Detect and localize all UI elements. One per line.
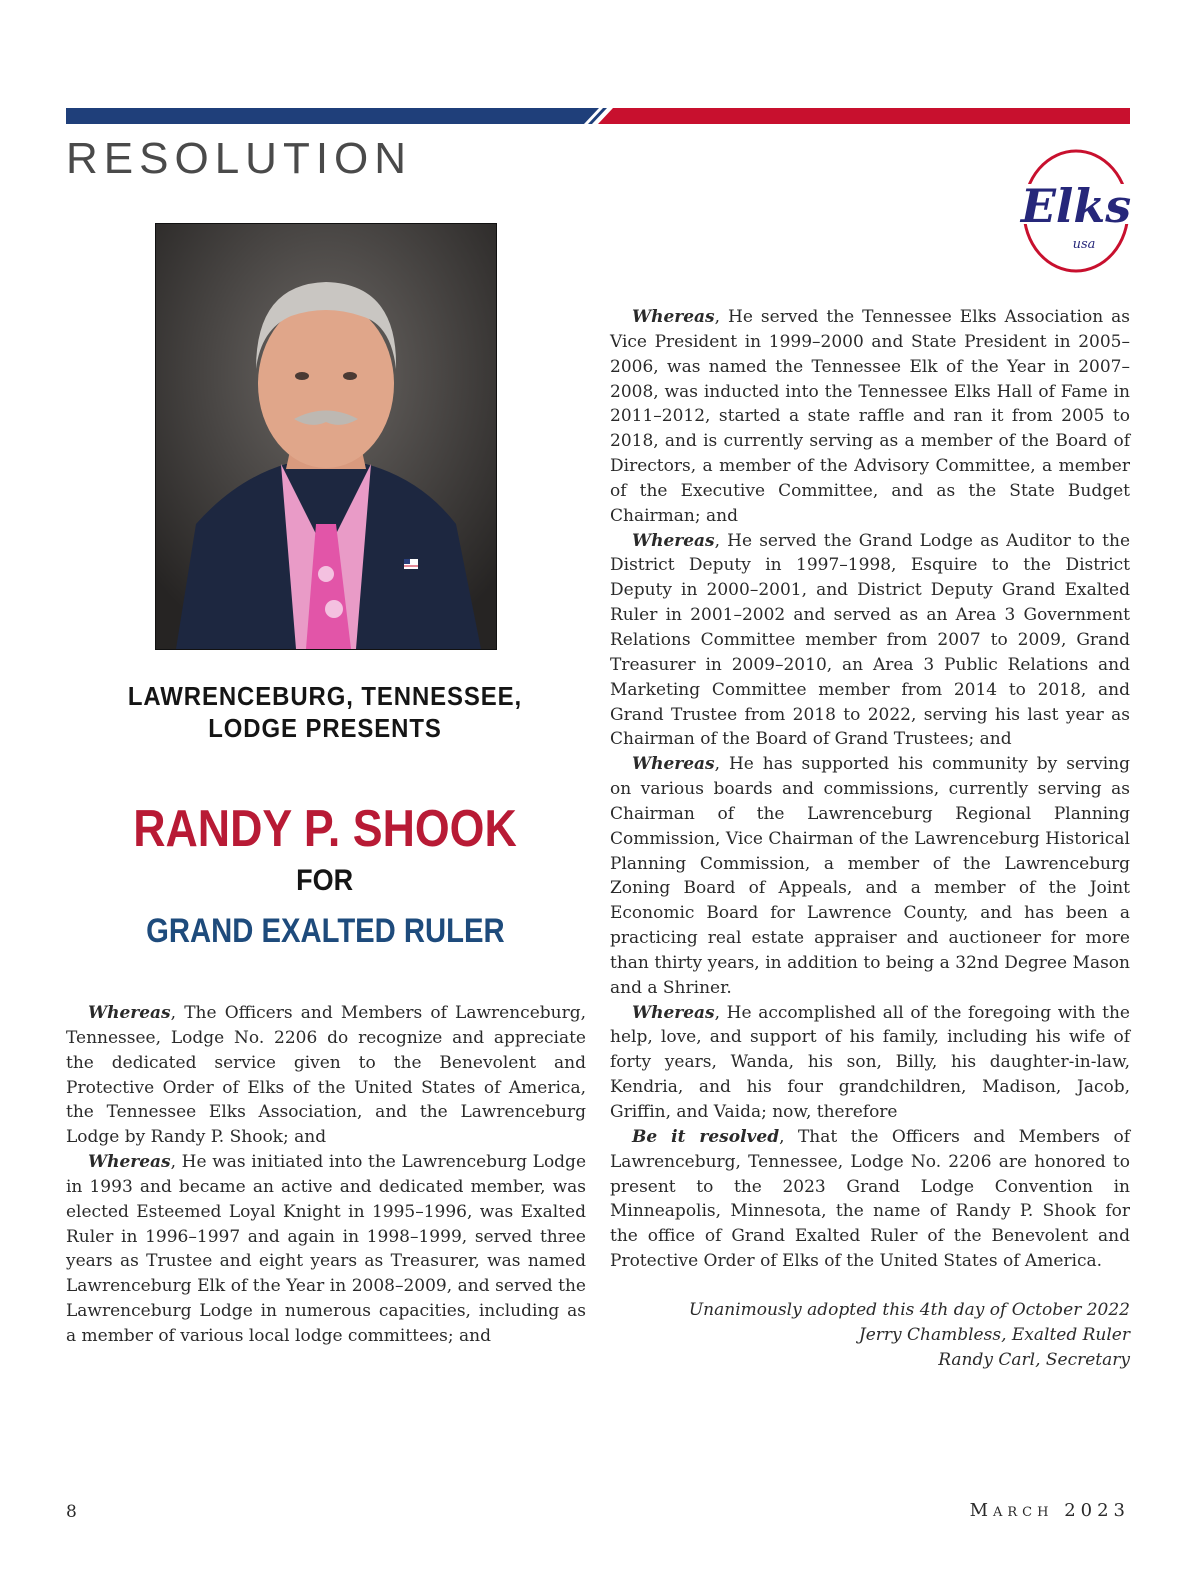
resolution-paragraph: Whereas, The Officers and Members of Lawrenceburg, Tennessee, Lodge No. 2206 do recognize and appreciate the dedicated service given to the Benevolent and Protective Order of Elks of the United States of America, the Tennessee Elks Association, and the Lawrenceburg Lodge by Randy P. Shook; and [66,1003,586,1148]
resolution-paragraph: Whereas, He was initiated into the Lawrenceburg Lodge in 1993 and became an active and dedicated member, was elected Esteemed Loyal Knight in 1995–1996, was Exalted Ruler in 1996–1997 and again in 1998–1999, served three years as Trustee and eight years as Treasurer, was named Lawrenceburg Elk of the Year in 2008–2009, and served the Lawrenceburg Lodge in numerous capacities, including as a member of various local lodge committees; and [66,1152,586,1346]
resolution-paragraph: Whereas, He has supported his community by serving on various boards and commissions, currently serving as Chairman of the Lawrenceburg Regional Planning Commission, Vice Chairman of the Lawrenceburg Historical Planning Commission, a member of the Lawrenceburg Zoning Board of Appeals, and a member of the Joint Economic Board for Lawrence County, and has been a practicing real estate appraiser and auctioneer for more than thirty years, in addition to being a 32nd Degree Mason and a Shriner. [610,754,1130,998]
page-heading: RESOLUTION [66,134,413,183]
logo-brand-text: Elks [1020,179,1132,233]
resolution-paragraph: Whereas, He served the Tennessee Elks Association as Vice President in 1999–2000 and State President in 2005–2006, was named the Tennessee Elk of the Year in 2007–2008, was inducted into the Tennessee Elks Hall of Fame in 2011–2012, started a state raffle and ran it from 2005 to 2018, and is currently serving as a member of the Board of Directors, a member of the Advisory Committee, a member of the Executive Committee, and as the State Budget Chairman; and [610,307,1130,526]
presents-line-2: LODGE PRESENTS [208,713,442,743]
logo-sub-text: usa [1072,237,1096,252]
signature-block [610,1298,1130,1373]
adoption-line: Unanimously adopted this 4th day of October 2022 [688,1299,1130,1320]
candidate-portrait [155,223,497,650]
resolution-paragraph: Be it resolved, That the Officers and Members of Lawrenceburg, Tennessee, Lodge No. 2206 are honored to present to the 2023 Grand Lodge Convention in Minneapolis, Minnesota, the name of Randy P. Shook for the office of Grand Exalted Ruler of the Benevolent and Protective Order of Elks of the United States of America. [610,1126,1130,1272]
office-title: GRAND EXALTED RULER [145,912,505,950]
issue-date: March 2023 [969,1500,1130,1521]
page-number: 8 [66,1502,77,1522]
for-label: FOR [296,864,354,897]
body-column-right [610,305,1130,1373]
secretary-line: Randy Carl, Secretary [938,1349,1130,1370]
elks-logo [1018,146,1134,276]
body-column-left [66,1001,586,1349]
presents-heading [66,680,584,744]
exalted-ruler-line: Jerry Chambless, Exalted Ruler [858,1324,1130,1345]
presents-line-1: LAWRENCEBURG, TENNESSEE, [127,681,523,711]
resolution-paragraph: Whereas, He served the Grand Lodge as Auditor to the District Deputy in 1997–1998, Esquire to the District Deputy in 2000–2001, and District Deputy Grand Exalted Ruler in 2001–2002 and served as an Area 3 Government Relations Committee member from 2007 to 2009, Grand Treasurer in 2009–2010, an Area 3 Public Relations and Marketing Committee member from 2014 to 2018, and Grand Trustee from 2018 to 2022, serving his last year as Chairman of the Board of Grand Trustees; and [610,530,1130,750]
header-stripe [66,108,1130,124]
candidate-name: RANDY P. SHOOK [133,800,517,858]
resolution-paragraph: Whereas, He accomplished all of the foregoing with the help, love, and support of his family, including his wife of forty years, Wanda, his son, Billy, his daughter-in-law, Kendria, and his four grandchildren, Madison, Jacob, Griffin, and Vaida; now, therefore [610,1002,1130,1122]
